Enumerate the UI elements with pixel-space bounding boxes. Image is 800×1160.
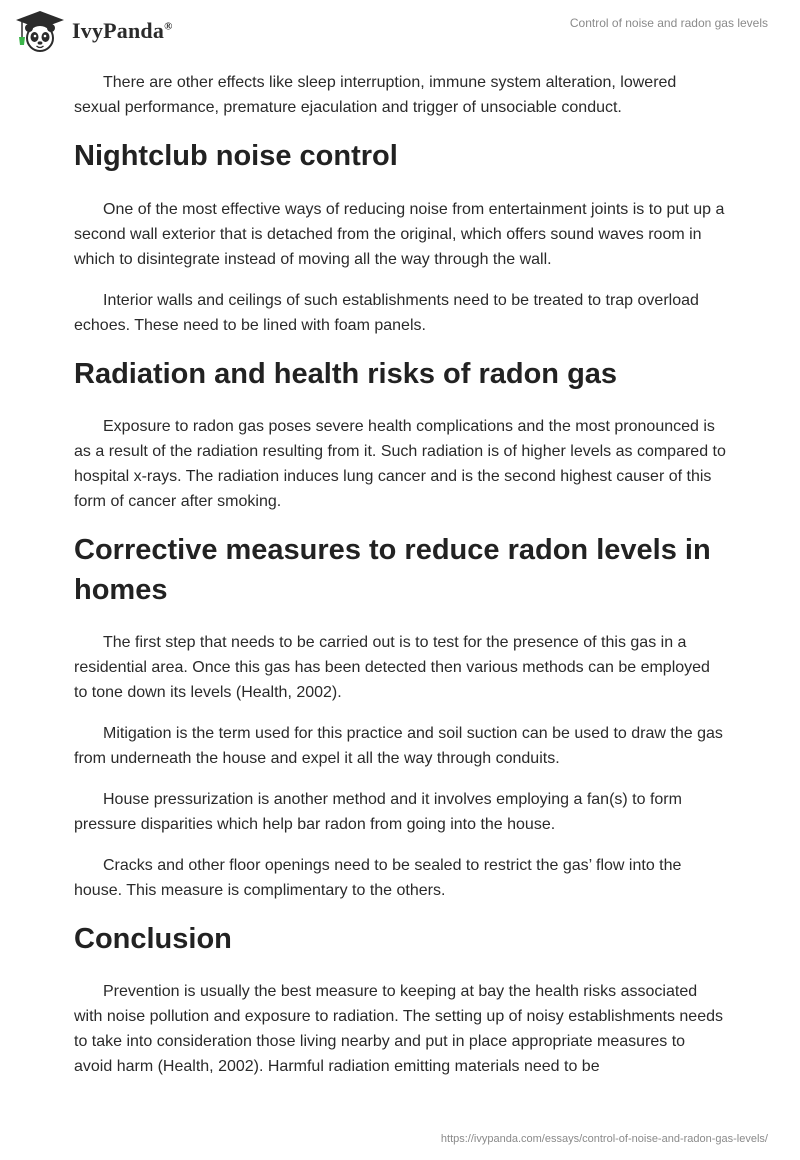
paragraph: Prevention is usually the best measure to keeping at bay the health risks associated with noise pollution and exposure to radiation. The setting up of noisy establishments needs to take into consideration those living nearby and put in place appropriate measures to avoid harm (Health, 2002). Harmful radiation emitting materials need to be [74, 983, 723, 1075]
panda-graduate-icon [14, 9, 66, 53]
paragraph: One of the most effective ways of reducing noise from entertainment joints is to put up a second wall exterior that is detached from the original, which offers sound waves room in which to disintegrate instead of moving all the way through the wall. [74, 201, 725, 268]
paragraph: Cracks and other floor openings need to be sealed to restrict the gas’ flow into the house. This measure is complimentary to the others. [74, 857, 682, 899]
section-heading: Corrective measures to reduce radon levels in homes [74, 534, 711, 606]
paragraph: Mitigation is the term used for this practice and soil suction can be used to draw the gas from underneath the house and expel it all the way through conduits. [74, 725, 723, 767]
brand-name: IvyPanda® [72, 18, 173, 43]
paragraph: Interior walls and ceilings of such establishments need to be treated to trap overload echoes. These need to be lined with foam panels. [74, 292, 699, 334]
footer-url[interactable]: https://ivypanda.com/essays/control-of-noise-and-radon-gas-levels/ [440, 1133, 768, 1145]
essay-body [74, 70, 726, 1095]
document-title: Control of noise and radon gas levels [569, 16, 768, 30]
section-heading: Nightclub noise control [74, 140, 398, 172]
paragraph: Exposure to radon gas poses severe health complications and the most pronounced is as a result of the radiation resulting from it. Such radiation is of higher levels as compared to hospital x-rays. The radiation induces lung cancer and is the second highest causer of this form of cancer after smoking. [74, 418, 726, 510]
paragraph: House pressurization is another method and it involves employing a fan(s) to form pressure disparities which help bar radon from going into the house. [74, 791, 682, 833]
section-heading: Radiation and health risks of radon gas [74, 358, 618, 390]
logo[interactable] [14, 9, 173, 53]
paragraph: There are other effects like sleep interruption, immune system alteration, lowered sexual performance, premature ejaculation and trigger of unsociable conduct. [74, 74, 677, 116]
paragraph: The first step that needs to be carried out is to test for the presence of this gas in a residential area. Once this gas has been detected then various methods can be employed to tone down its levels (Health, 2002). [74, 634, 710, 701]
section-heading: Conclusion [74, 923, 232, 955]
page-header [0, 0, 800, 64]
